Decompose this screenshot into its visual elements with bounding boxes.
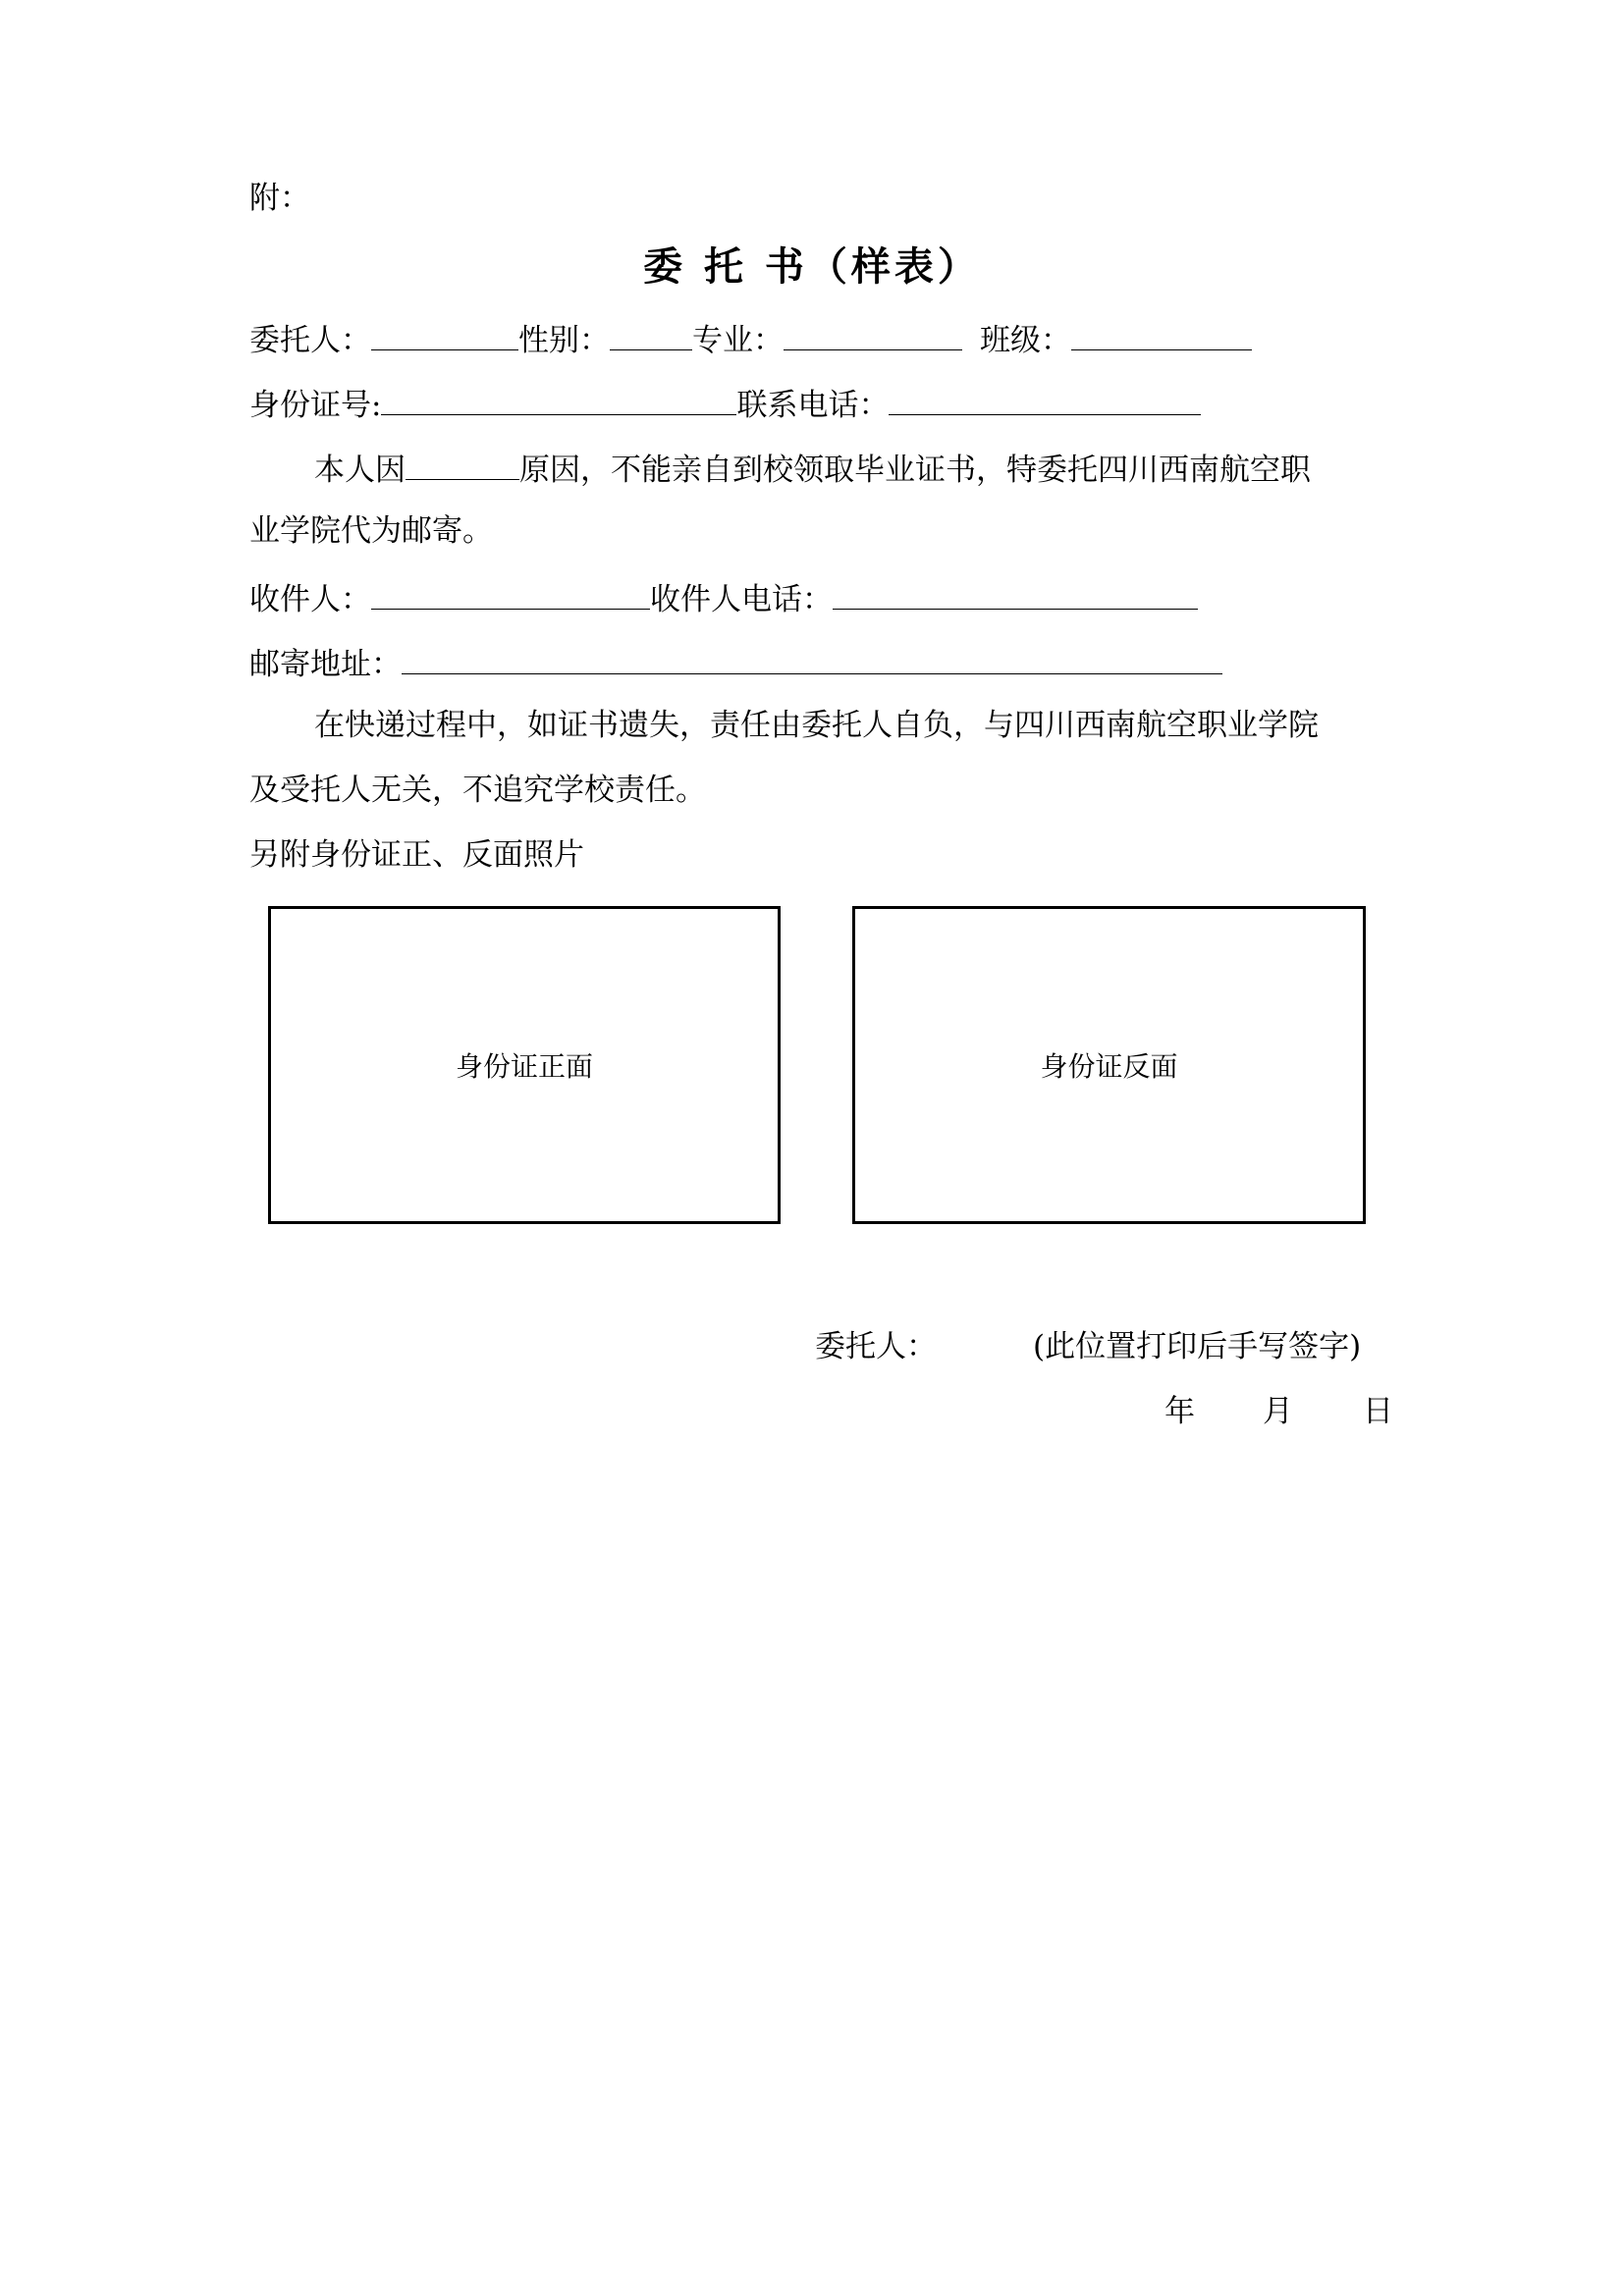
class-label: 班级：: [980, 323, 1071, 358]
document-title: 委 托 书（样表）: [643, 243, 981, 290]
liability-paragraph-line1: 在快递过程中，如证书遗失，责任由委托人自负，与四川西南航空职业学院: [314, 708, 1319, 743]
reason-field[interactable]: [406, 452, 519, 480]
recipient-row: [249, 581, 1198, 615]
recipient-label: 收件人：: [249, 582, 371, 617]
reason-prefix: 本人因: [314, 453, 406, 488]
id-front-label: 身份证正面: [455, 1050, 593, 1083]
id-number-field[interactable]: [381, 387, 736, 415]
major-field[interactable]: [784, 322, 962, 350]
liability-paragraph-line2: 及受托人无关，不追究学校责任。: [249, 773, 706, 808]
entruster-label: 委托人：: [249, 323, 371, 358]
gender-label: 性别：: [518, 323, 610, 358]
date-year: 年: [1164, 1394, 1195, 1429]
id-front-photo-box[interactable]: [268, 906, 781, 1224]
signature-label: 委托人：: [815, 1329, 937, 1364]
address-field[interactable]: [402, 646, 1222, 674]
reason-suffix: 原因，不能亲自到校领取毕业证书，特委托四川西南航空职: [519, 453, 1311, 488]
id-number-label: 身份证号:: [249, 388, 382, 423]
contact-phone-label: 联系电话：: [736, 388, 890, 423]
date-month: 月: [1263, 1394, 1293, 1429]
recipient-phone-field[interactable]: [833, 581, 1198, 610]
reason-paragraph-line1: [314, 452, 1311, 486]
entruster-info-row: [249, 322, 1252, 356]
contact-phone-field[interactable]: [889, 387, 1201, 415]
photo-note: 另附身份证正、反面照片: [249, 837, 584, 873]
attachment-label: 附：: [249, 181, 310, 216]
date-day: 日: [1363, 1394, 1393, 1429]
signature-note: (此位置打印后手写签字): [1033, 1329, 1362, 1364]
entruster-name-field[interactable]: [371, 322, 518, 350]
id-back-photo-box[interactable]: [852, 906, 1366, 1224]
recipient-field[interactable]: [371, 581, 650, 610]
major-label: 专业：: [692, 323, 784, 358]
id-back-label: 身份证反面: [1040, 1050, 1178, 1083]
id-phone-row: [249, 387, 1201, 421]
recipient-phone-label: 收件人电话：: [650, 582, 833, 617]
address-row: [249, 646, 1222, 680]
gender-field[interactable]: [610, 322, 692, 350]
class-field[interactable]: [1071, 322, 1252, 350]
reason-paragraph-line2: 业学院代为邮寄。: [249, 513, 493, 549]
address-label: 邮寄地址：: [249, 647, 402, 682]
